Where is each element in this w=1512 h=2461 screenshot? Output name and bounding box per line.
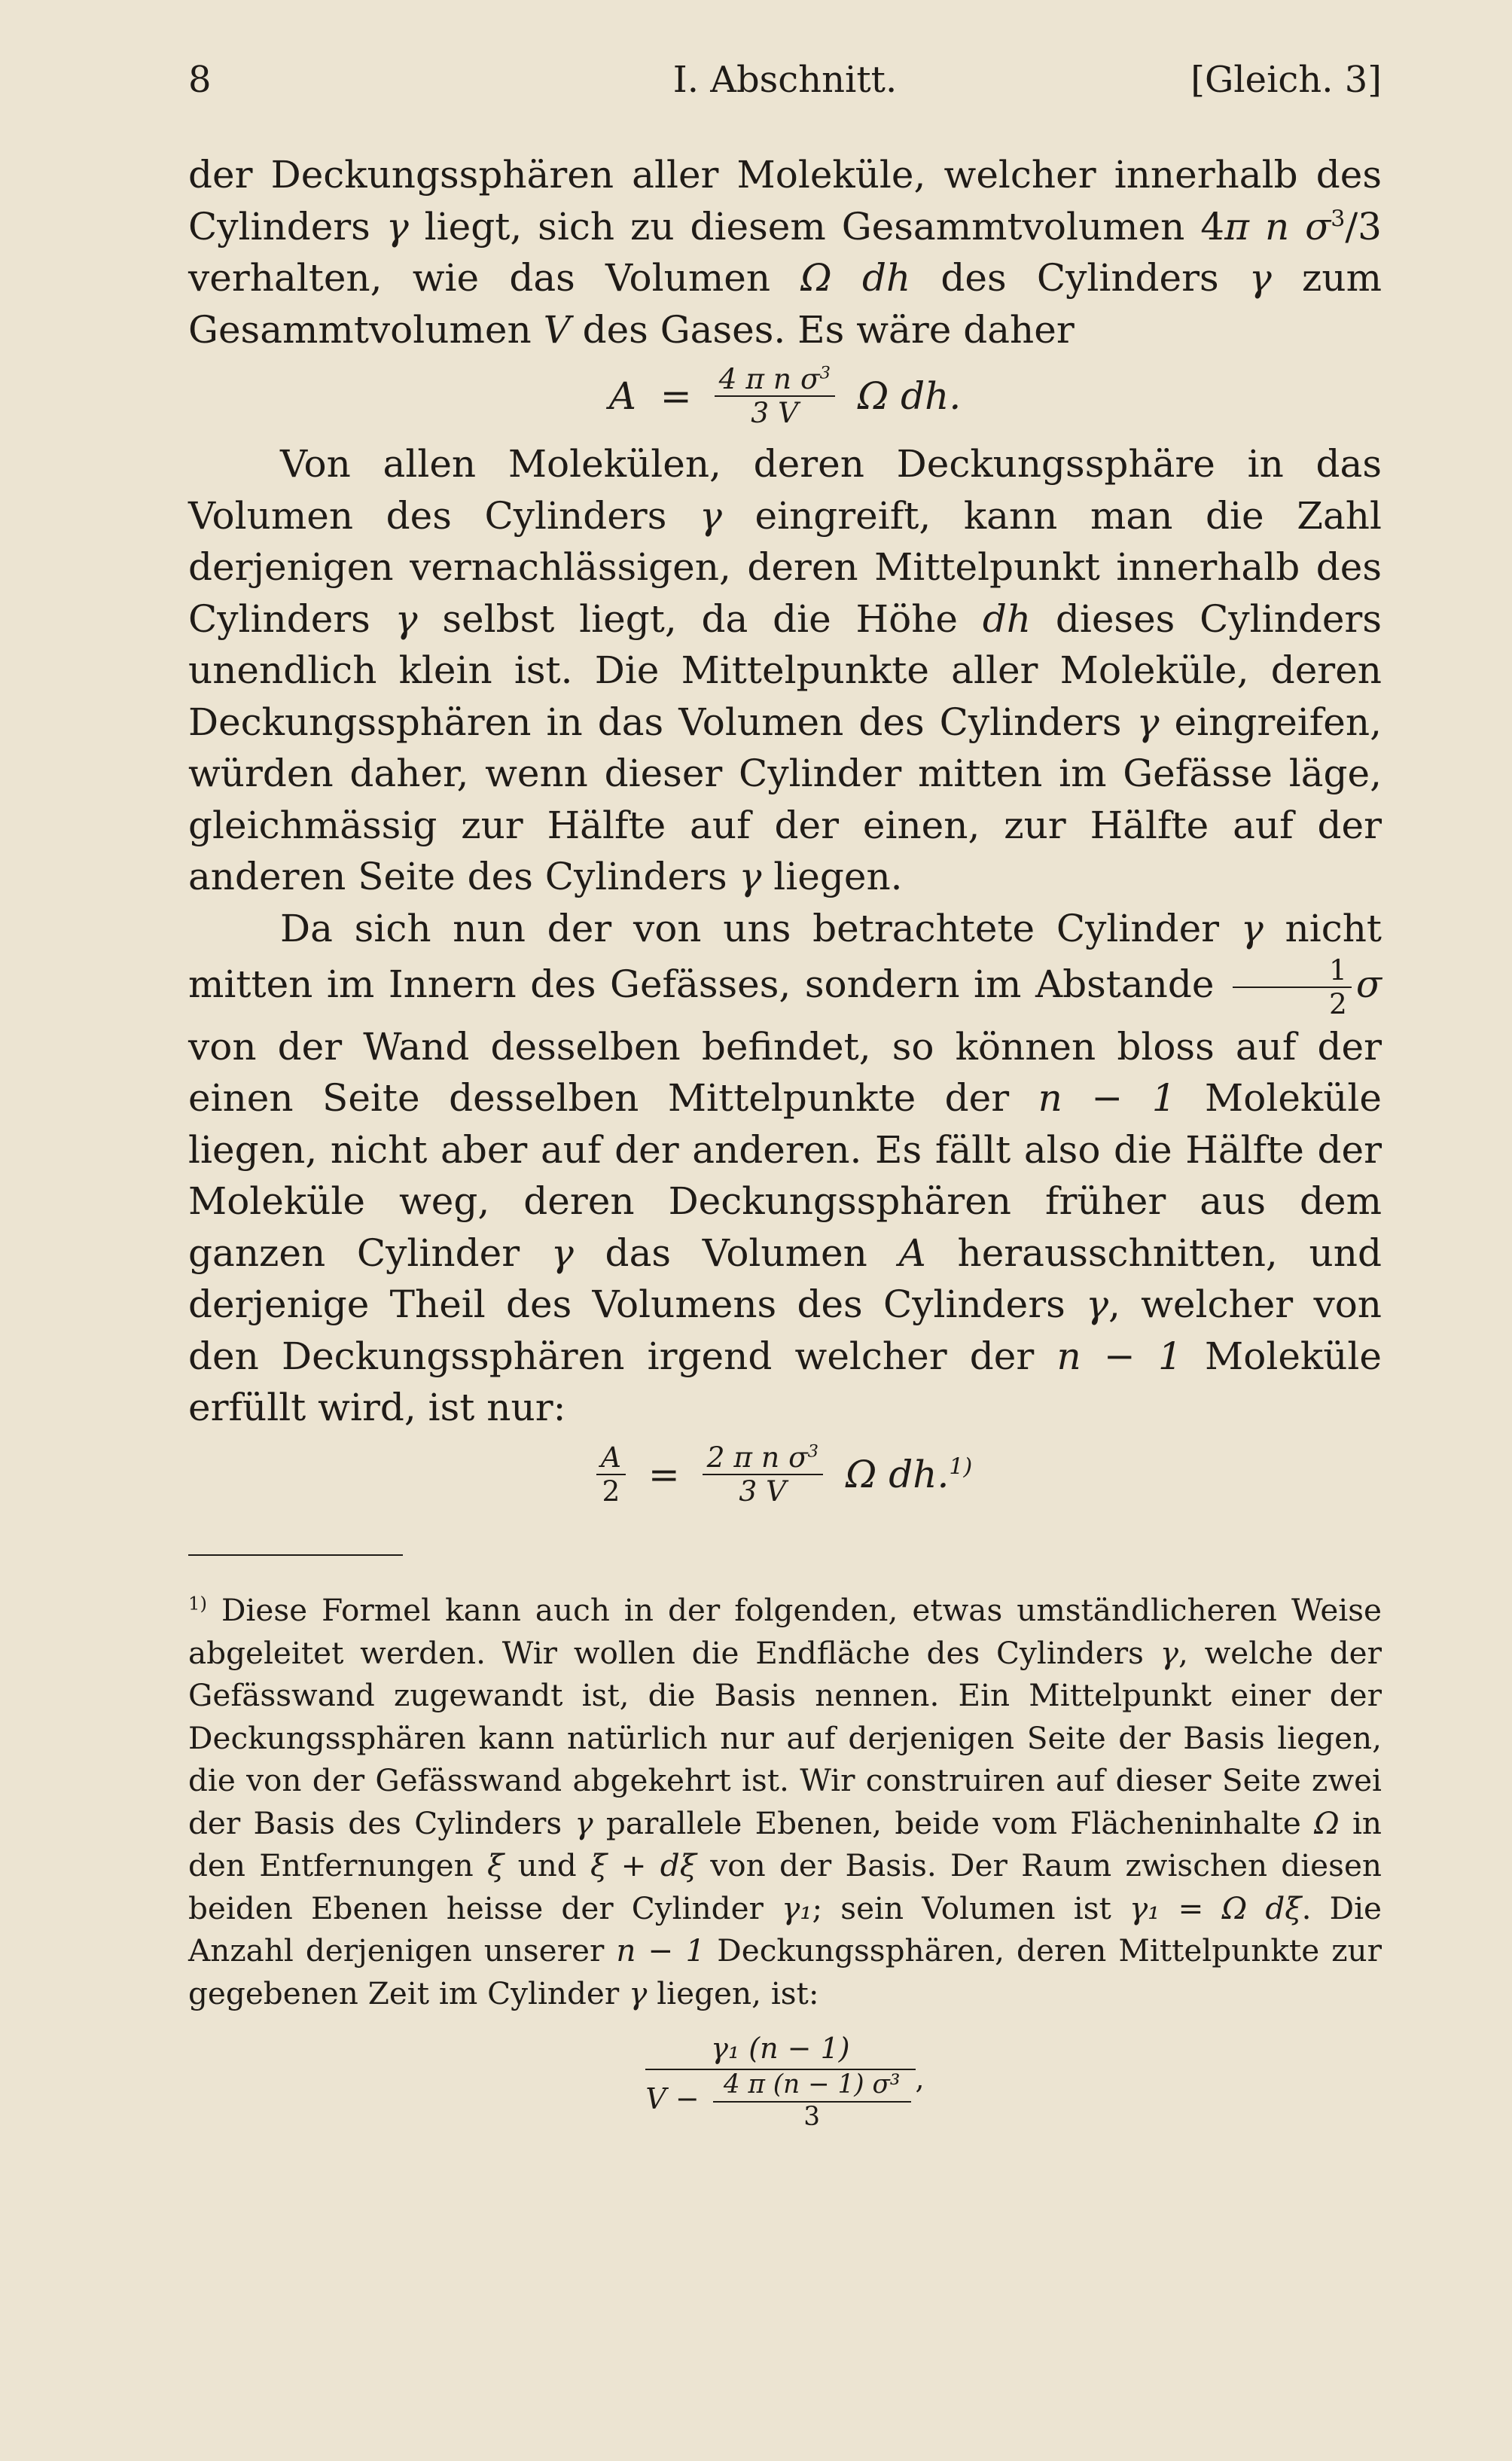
math-symbol: γ (1086, 1282, 1108, 1326)
text-run: ; sein Volumen ist (812, 1889, 1129, 1926)
math-symbol: γ (386, 204, 409, 249)
running-header (188, 59, 1382, 111)
math-symbol: A (898, 1230, 926, 1275)
fraction (715, 363, 835, 429)
math-symbol: γ (395, 596, 418, 641)
text-run: in den Entfernungen (188, 1804, 1382, 1883)
text-run: Diese Formel kann auch in der folgenden, etwas umständlicheren Weise abgeleitet werden. Wir wollen die Endfläche des Cylinders (188, 1592, 1382, 1671)
math-symbol: σ (1355, 962, 1382, 1007)
math-symbol: γ (739, 855, 762, 899)
rhs-text: Ω dh. (845, 1452, 950, 1496)
text-run: eingreifen, würden daher, wenn dieser Cylinder mitten im Gefässe läge, gleichmässig zur Hälfte auf der einen, zur Hälfte auf der anderen Seite des Cylinders (188, 700, 1382, 899)
text-run: selbst liegt, da die Höhe (417, 596, 983, 641)
text-run: und (504, 1847, 590, 1883)
numerator-text: 4 π n σ (718, 362, 820, 395)
text-run: Moleküle liegen, nicht aber auf der anderen. Es fällt also die Hälfte der Moleküle weg, deren Deckungssphären früher aus dem ganzen Cylinder (188, 1076, 1382, 1275)
fraction-denominator: 3 V (751, 396, 799, 430)
text-run: , welcher von den Deckungssphären irgend welcher der (188, 1282, 1382, 1378)
footnote-text (188, 1589, 1382, 2014)
exponent: 3 (819, 363, 831, 383)
math-symbol: ξ + dξ (590, 1847, 697, 1883)
text-run: Da sich nun der von uns betrachtete Cylinder (280, 906, 1241, 950)
math-symbol: γ₁ (782, 1889, 812, 1926)
text-run: parallele Ebenen, beide vom Flächeninhalte (593, 1804, 1315, 1841)
fraction-numerator: A (596, 1441, 626, 1475)
math-symbol: Ω (1314, 1804, 1340, 1841)
text-run: von der Basis. Der Raum zwischen diesen beiden Ebenen heisse der Cylinder (188, 1847, 1382, 1926)
equation-rhs (846, 1452, 972, 1497)
page-number: 8 (188, 59, 212, 101)
fraction (703, 1441, 823, 1508)
lhs-fraction (596, 1441, 626, 1508)
math-symbol: γ (1136, 700, 1160, 744)
paragraph-1 (188, 149, 1382, 355)
equation-lhs: A (608, 374, 636, 419)
math-symbol: n − 1 (1056, 1334, 1182, 1378)
footnote-rule (188, 1554, 403, 1556)
math-symbol: γ (1240, 906, 1264, 950)
paragraph-3 (188, 903, 1382, 1434)
text-run: herausschnitten, und derjenige Theil des Volumens des Cylinders (188, 1230, 1382, 1326)
text-run: , welche der Gefässwand zugewandt ist, die Basis nennen. Ein Mittelpunkt einer der Deckungssphären kann natürlich nur auf derjenigen Seite der Basis liegen, die von der Gefässwand abgekehrt ist. Wir construiren auf dieser Seite zwei der Basis des Cylinders (188, 1634, 1382, 1841)
text-run: des Cylinders (910, 256, 1249, 300)
fraction-denominator: 2 (602, 1474, 620, 1508)
exponent: 3 (807, 1441, 818, 1461)
text-run: liegt, sich zu diesem Gesammtvolumen 4 (408, 204, 1225, 249)
math-symbol: γ (550, 1230, 574, 1275)
math-symbol: γ (699, 493, 722, 538)
fraction-denominator: 3 (803, 2101, 821, 2132)
equation-rhs: Ω dh. (857, 374, 962, 419)
text-run: Von allen Molekülen, deren Deckungssphäre in das Volumen des Cylinders (188, 442, 1382, 538)
math-symbol: γ (1160, 1634, 1178, 1671)
text-run: liegen. (761, 855, 903, 899)
text-run: zum Gesammtvolumen (188, 256, 1382, 352)
math-symbol: n − 1 (616, 1932, 706, 1968)
text-run: das Volumen (573, 1230, 899, 1275)
footnote-reference: 1) (949, 1453, 973, 1480)
footnote-equation (188, 2031, 1382, 2132)
denominator-term: V − (645, 2081, 700, 2115)
fraction-denominator: 2 (1329, 987, 1347, 1021)
text-run: /3 verhalten, wie das Volumen (188, 204, 1382, 300)
text-run: liegen, ist: (647, 1975, 819, 2011)
math-symbol: γ (629, 1975, 648, 2011)
footnote-mark: 1) (188, 1592, 207, 1615)
text-run: . Die Anzahl derjenigen unserer (188, 1889, 1382, 1968)
math-symbol: V (543, 307, 571, 352)
inner-fraction (713, 2070, 911, 2133)
numerator-text: 2 π n σ (706, 1440, 808, 1474)
math-symbol: γ (1248, 256, 1272, 300)
equation-reference: [Gleich. 3] (1190, 59, 1382, 101)
fraction-denominator (645, 2070, 915, 2133)
fraction-numerator: 1 (1233, 954, 1352, 988)
equation-2 (188, 1441, 1382, 1508)
text-run: nicht mitten im Innern des Gefässes, sondern im Abstande (188, 906, 1382, 1007)
text-run: des Gases. Es wäre daher (570, 307, 1075, 352)
math-symbol: π n σ (1224, 204, 1331, 249)
math-symbol: n − 1 (1038, 1076, 1176, 1120)
math-symbol: ξ (487, 1847, 505, 1883)
equals-sign: = (660, 374, 692, 419)
text-run: dieses Cylinders unendlich klein ist. Die Mittelpunkte aller Moleküle, deren Deckungssphären in das Volumen des Cylinders (188, 596, 1382, 744)
exponent: 3 (1331, 205, 1346, 232)
math-symbol: γ (575, 1804, 593, 1841)
paragraph-2 (188, 438, 1382, 903)
footnote (188, 1589, 1382, 2132)
fraction-numerator (703, 1441, 823, 1475)
equals-sign: = (648, 1452, 680, 1496)
text-run: eingreift, kann man die Zahl derjenigen vernachlässigen, deren Mittelpunkt innerhalb des Cylinders (188, 493, 1382, 641)
fraction-numerator: γ₁ (n − 1) (645, 2031, 915, 2070)
text-run: von der Wand desselben befindet, so können bloss auf der einen Seite desselben Mittelpunkte der (188, 1024, 1382, 1120)
fraction-denominator: 3 V (739, 1474, 787, 1508)
section-title: I. Abschnitt. (672, 59, 898, 101)
math-symbol: dh (982, 596, 1032, 641)
half-fraction (1233, 954, 1352, 1020)
fraction-numerator: 4 π (n − 1) σ³ (713, 2070, 911, 2103)
fraction-numerator (715, 363, 835, 397)
compound-fraction (645, 2031, 915, 2132)
trailing-comma: , (915, 2062, 925, 2096)
math-symbol: γ₁ = Ω dξ (1129, 1889, 1302, 1926)
text-run: Deckungssphären, deren Mittelpunkte zur gegebenen Zeit im Cylinder (188, 1932, 1382, 2011)
text-run: Moleküle erfüllt wird, ist nur: (188, 1334, 1382, 1429)
main-text (188, 149, 1382, 1517)
math-symbol: Ω dh (800, 256, 911, 300)
equation-1 (188, 363, 1382, 429)
text-run: der Deckungssphären aller Moleküle, welcher innerhalb des Cylinders (188, 153, 1382, 249)
